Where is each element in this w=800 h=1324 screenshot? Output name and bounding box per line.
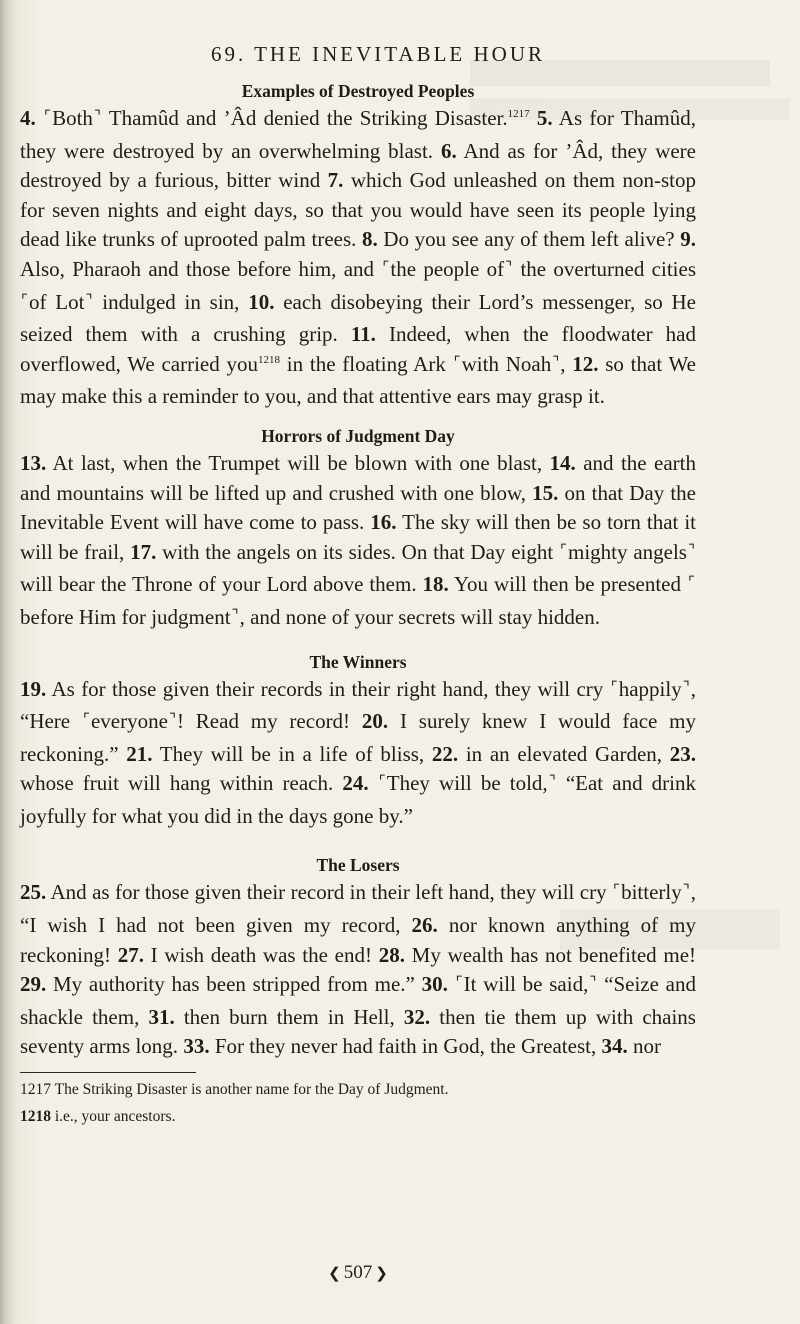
verse-text: For they never had faith in God, the Greatest, (209, 1034, 602, 1059)
page-content (20, 42, 696, 1135)
verse-text: with the angels on its sides. On that Day eight (156, 539, 559, 564)
verse-text: whose fruit will hang within reach. (20, 771, 343, 796)
footnote-text: The Striking Disaster is another name for the Day of Judgment. (54, 1081, 449, 1099)
footnote-number: 1218 (20, 1108, 51, 1126)
verse-text: ! Read my record! (176, 709, 362, 734)
bracket-close: ⌝ (231, 607, 239, 624)
verse-number: 17. (130, 539, 157, 564)
bracket-close: ⌝ (168, 712, 176, 729)
verse-text: nor (627, 1034, 661, 1059)
verse-text: the overturned cities (513, 256, 696, 281)
ornament-left-icon: ❮ (328, 1266, 341, 1282)
bracket-open: ⌜ (610, 679, 618, 696)
verse-number: 31. (148, 1004, 175, 1029)
verse-text: in an elevated Garden, (458, 741, 670, 766)
verse-paragraph (20, 449, 696, 636)
bracket-close: ⌝ (589, 975, 597, 992)
verse-text: Both (52, 106, 93, 130)
verse-text: “Seize and shackle them, (20, 972, 697, 1029)
verse-number: 19. (20, 676, 47, 701)
verse-paragraph (20, 675, 696, 832)
verse-text: of Lot (29, 289, 85, 314)
bracket-close: ⌝ (682, 883, 690, 900)
verse-text: which God unleashed on them non-stop for seven nights and eight days, so that you would have seen its people lying dead like trunks of uprooted palm trees. (20, 168, 696, 252)
verse-number: 10. (248, 289, 275, 314)
verse-text: happily (618, 676, 682, 701)
section-heading: The Losers (316, 855, 400, 876)
verse-number: 12. (572, 351, 599, 376)
verse-text: indulged in sin, (93, 289, 249, 314)
section-heading: The Winners (309, 651, 407, 672)
verse-number: 33. (183, 1034, 210, 1059)
verse-number: 24. (342, 771, 369, 796)
bracket-close: ⌝ (552, 354, 560, 371)
verse-text: At last, when the Trumpet will be blown with one blast, (46, 450, 550, 475)
footnote-ref: 1217 (507, 108, 530, 120)
verse-number: 16. (370, 510, 397, 535)
verse-text: As for Thamûd, they were destroyed by an overwhelming blast. (20, 106, 697, 163)
verse-number: 11. (350, 322, 376, 347)
verse-text: everyone (90, 709, 168, 734)
bracket-close: ⌝ (682, 679, 690, 696)
verse-number: 18. (422, 572, 449, 597)
section-heading: Horrors of Judgment Day (261, 425, 455, 446)
verse-text: Indeed, when the floodwater had overflowed, We carried you (20, 322, 696, 376)
verse-text: the people of (390, 256, 505, 281)
verse-text: mighty angels (568, 539, 687, 564)
section-heading: Examples of Destroyed Peoples (241, 81, 475, 101)
page-number (0, 1262, 716, 1284)
verse-text: Also, Pharaoh and those before him, and (20, 256, 382, 281)
verse-text: I wish death was the end! (143, 942, 379, 967)
verse-text: each disobeying their Lord’s messenger, so He seized them with a crushing grip. (20, 289, 696, 347)
verse-number: 21. (126, 741, 153, 766)
page-number-value: 507 (343, 1262, 373, 1283)
verse-text: will bear the Throne of your Lord above them. (20, 572, 423, 597)
bracket-open: ⌜ (455, 975, 463, 992)
running-head: 69. THE INEVITABLE HOUR (210, 42, 546, 66)
verse-text: My authority has been stripped from me.” (46, 972, 422, 997)
bracket-open: ⌜ (613, 883, 621, 900)
verse-number: 22. (431, 741, 459, 766)
verse-text: They will be told, (386, 771, 548, 796)
verse-text: I surely knew I would face my reckoning.” (20, 709, 696, 766)
verse-text: As for those given their records in their right hand, they will cry (46, 676, 610, 701)
verse-paragraph (20, 878, 696, 1062)
bracket-close: ⌝ (93, 109, 101, 125)
verse-text: nor known anything of my reckoning! (20, 913, 696, 967)
bracket-close: ⌝ (548, 774, 556, 791)
verse-number: 29. (20, 972, 47, 997)
verse-number: 32. (403, 1004, 431, 1029)
verse-text: so that We may make this a reminder to you, and that attentive ears may grasp it. (20, 351, 697, 409)
verse-text: then tie them up with chains seventy arms long. (20, 1004, 696, 1059)
verse-text: , (560, 351, 573, 376)
verse-text: And as for ’Âd, they were destroyed by a furious, bitter wind (20, 138, 696, 193)
verse-text: before Him for judgment (20, 604, 231, 629)
footnote-ref: 1218 (258, 353, 281, 366)
verse-number: 34. (601, 1034, 628, 1059)
verse-number: 14. (549, 450, 576, 475)
verse-text: You will then be presented (448, 572, 687, 597)
verse-number: 7. (327, 168, 344, 193)
footnote-number: 1217 (20, 1081, 51, 1099)
bracket-open: ⌜ (82, 712, 90, 729)
verse-text: Do you see any of them left alive? (377, 227, 681, 252)
verse-text: And as for those given their record in their left hand, they will cry (46, 880, 613, 905)
verse-text: on that Day the Inevitable Event will have come to pass. (20, 480, 696, 535)
verse-number: 4. (20, 106, 36, 130)
verse-number: 28. (378, 942, 405, 967)
verse-text: and the earth and mountains will be lifted up and crushed with one blow, (20, 450, 696, 505)
verse-text: , “I wish I had not been given my record, (20, 880, 696, 938)
bracket-open: ⌜ (382, 259, 390, 276)
bracket-close: ⌝ (85, 292, 93, 309)
bracket-close: ⌝ (687, 542, 695, 559)
bracket-open: ⌜ (21, 292, 29, 309)
footnote-text: i.e., your ancestors. (54, 1108, 176, 1126)
verse-text: with Noah (461, 351, 552, 376)
verse-text: The sky will then be so torn that it will be frail, (20, 510, 697, 564)
verse-number: 20. (361, 709, 389, 734)
verse-text: , “Here (20, 676, 696, 734)
verse-text: in the floating Ark (280, 351, 453, 376)
verse-number: 30. (421, 972, 448, 997)
bracket-open: ⌜ (44, 109, 52, 125)
bracket-open: ⌜ (687, 575, 695, 592)
bracket-open: ⌜ (453, 354, 461, 371)
verse-text: bitterly (621, 880, 682, 905)
verse-text: They will be in a life of bliss, (152, 741, 432, 766)
verse-number: 25. (20, 880, 47, 905)
verse-text: It will be said, (463, 972, 589, 997)
footnote-divider (20, 1072, 196, 1073)
verse-number: 27. (117, 942, 144, 967)
verse-text: , and none of your secrets will stay hidden. (239, 604, 600, 629)
bracket-open: ⌜ (559, 542, 568, 559)
footnote (20, 1081, 696, 1099)
verse-number: 23. (669, 741, 696, 766)
verse-number: 8. (362, 227, 378, 252)
verse-text: My wealth has not benefited me! (404, 942, 697, 967)
verse-number: 15. (532, 480, 559, 505)
verse-number: 13. (20, 450, 47, 475)
verse-number: 26. (411, 913, 438, 938)
verse-text: “Eat and drink joyfully for what you did in the days gone by.” (20, 771, 697, 828)
verse-number: 9. (680, 227, 697, 252)
verse-text: Thamûd and ’Âd denied the Striking Disaster. (101, 106, 508, 130)
verse-text: then burn them in Hell, (174, 1004, 404, 1029)
bracket-close: ⌝ (505, 259, 513, 276)
footnote (20, 1108, 696, 1126)
ornament-right-icon: ❯ (375, 1266, 388, 1282)
bracket-open: ⌜ (378, 774, 386, 791)
verse-number: 6. (440, 138, 457, 163)
verse-number: 5. (536, 106, 553, 130)
verse-paragraph (20, 104, 696, 412)
